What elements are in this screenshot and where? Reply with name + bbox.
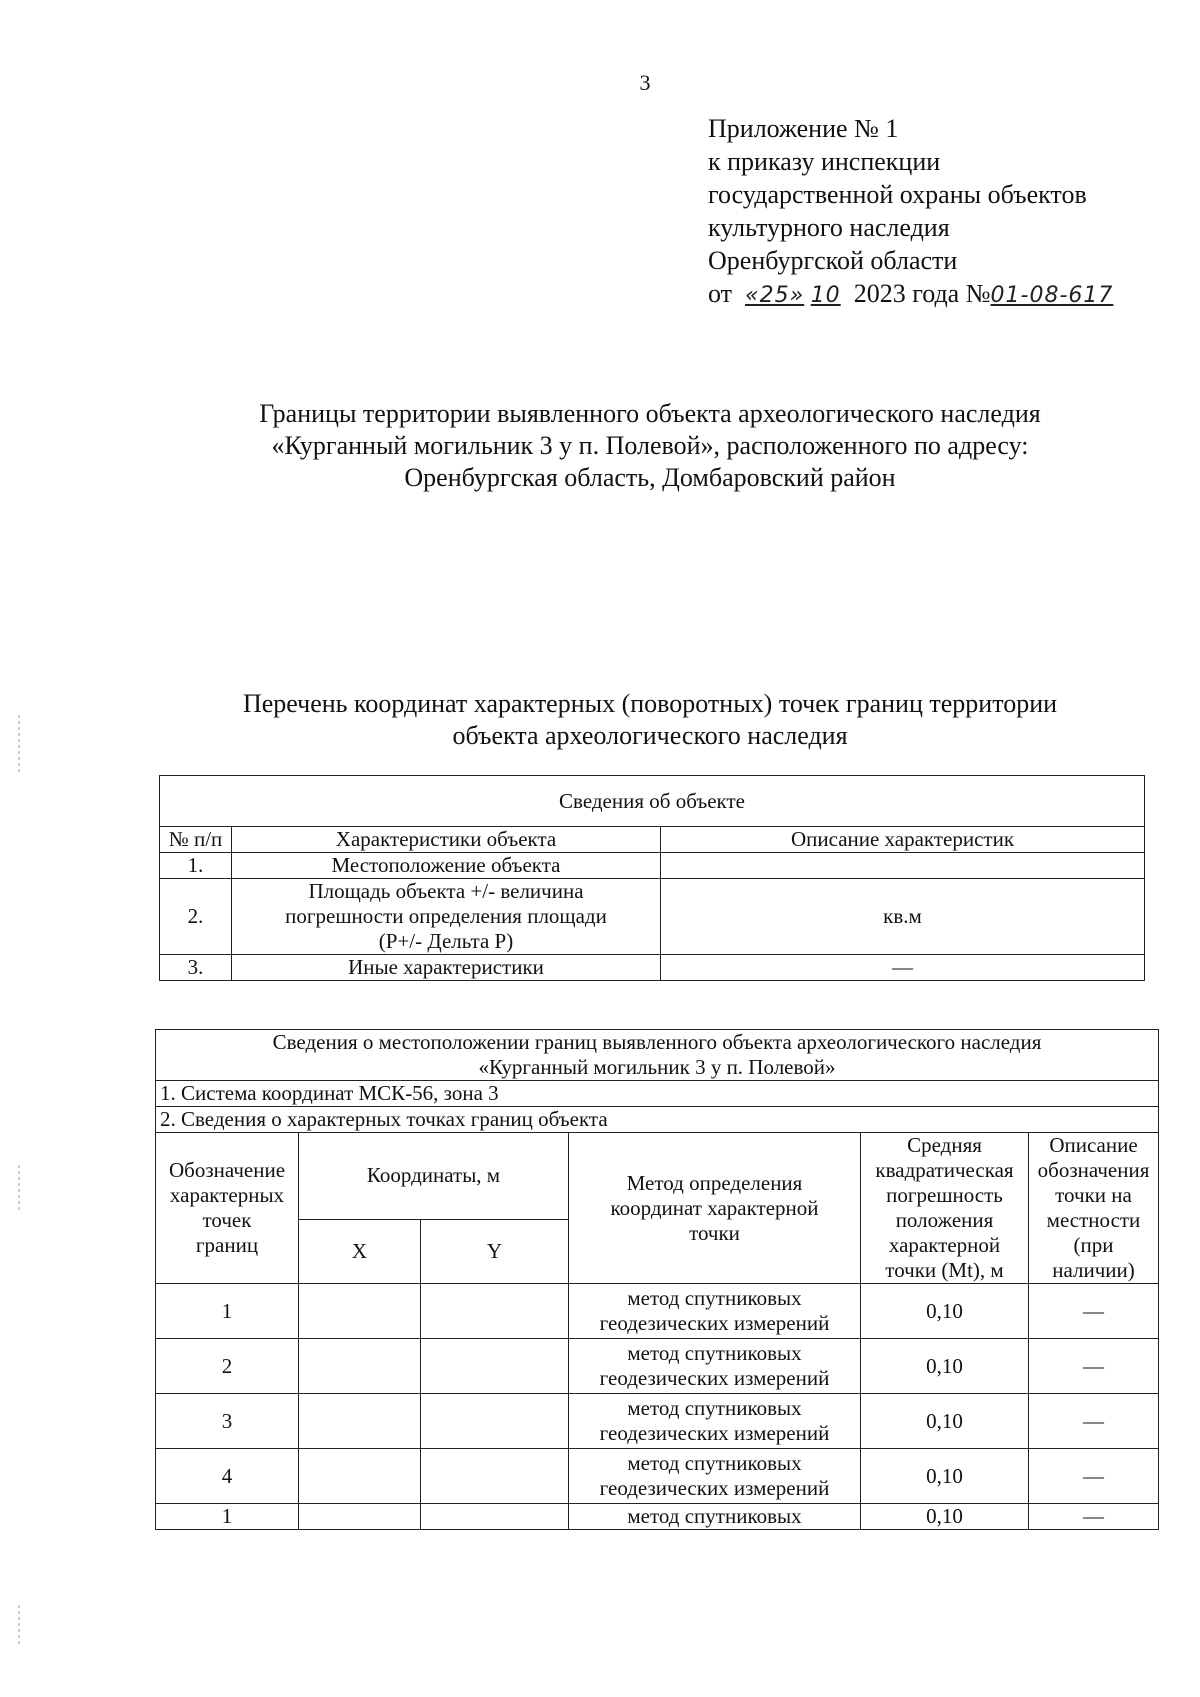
header-coordinates: Координаты, м [299,1133,569,1220]
point-x [299,1394,421,1449]
header-line: (при [1073,1233,1114,1257]
point-x [299,1449,421,1504]
title-line: Границы территории выявленного объекта археологического наследия [259,399,1041,428]
header-mean-error [861,1133,1029,1284]
point-mt: 0,10 [861,1284,1029,1339]
header-characteristic: Характеристики объекта [232,827,661,853]
point-id: 2 [156,1339,299,1394]
header-line: координат характерной [610,1195,819,1220]
point-description: — [1029,1504,1159,1530]
header-line: характерной [888,1233,1001,1257]
header-line: местности [1046,1208,1141,1232]
year-text: 2023 года № [853,279,991,308]
header-line: положения [895,1208,994,1232]
table-row [160,955,1145,981]
header-line: точки (Mt), м [885,1258,1004,1282]
table-row [156,1394,1159,1449]
row-description: — [661,955,1145,981]
row-num: 3. [160,955,232,981]
point-method [569,1394,861,1449]
point-description: — [1029,1449,1159,1504]
method-line: метод спутниковых [627,1341,802,1365]
table-row [160,853,1145,879]
header-line: характерных [169,1183,285,1207]
header-point-description [1029,1133,1159,1284]
table-row [156,1339,1159,1394]
header-num: № п/п [160,827,232,853]
date-prefix: от [708,279,733,308]
page-number: 3 [639,70,651,95]
caption-line: «Курганный могильник 3 у п. Полевой» [478,1055,836,1079]
appendix-line: государственной охраны объектов [708,180,1087,209]
point-x [299,1339,421,1394]
appendix-header [708,112,1113,312]
document-title [150,398,1150,494]
header-y: Y [421,1219,569,1283]
coordinates-list-title [150,688,1150,752]
point-description: — [1029,1339,1159,1394]
appendix-date-line [708,277,1113,312]
table-row [156,1504,1159,1530]
row-num: 1. [160,853,232,879]
list-title-line: объекта археологического наследия [452,721,848,750]
point-id: 1 [156,1504,299,1530]
point-id: 1 [156,1284,299,1339]
method-line: геодезических измерений [599,1476,830,1500]
header-method [569,1133,861,1284]
points-caption: 2. Сведения о характерных точках границ объекта [156,1107,1159,1133]
location-table-caption [156,1030,1159,1081]
method-line: геодезических измерений [599,1366,830,1390]
row-characteristic [232,879,661,955]
point-method [569,1284,861,1339]
row-characteristic: Иные характеристики [232,955,661,981]
header-line: Средняя [907,1133,982,1157]
row-description [661,853,1145,879]
scan-edge-mark [18,1165,20,1210]
header-line: точки на [1055,1183,1132,1207]
table-row [156,1449,1159,1504]
row-description: кв.м [661,879,1145,955]
list-title-line: Перечень координат характерных (поворотных) точек границ территории [242,689,1058,718]
point-method [569,1339,861,1394]
point-x [299,1504,421,1530]
title-line: «Курганный могильник 3 у п. Полевой», расположенного по адресу: [271,431,1029,460]
point-method: метод спутниковых [569,1504,861,1530]
table-row [160,879,1145,955]
caption-line: Сведения о местоположении границ выявленного объекта археологического наследия [272,1030,1042,1054]
row-num: 2. [160,879,232,955]
appendix-line: к приказу инспекции [708,147,941,176]
appendix-line: культурного наследия [708,213,950,242]
point-x [299,1284,421,1339]
header-line: Описание [1049,1133,1138,1157]
point-y [421,1284,569,1339]
scan-edge-mark [18,1605,20,1645]
header-line: погрешность [886,1183,1003,1207]
handwritten-month: 10 [810,283,841,308]
method-line: метод спутниковых [627,1286,802,1310]
appendix-line: Оренбургской области [708,246,958,275]
point-y [421,1339,569,1394]
row-characteristic: Местоположение объекта [232,853,661,879]
header-line: Обозначение [168,1158,286,1182]
point-id: 4 [156,1449,299,1504]
point-description: — [1029,1284,1159,1339]
point-id: 3 [156,1394,299,1449]
appendix-line: Приложение № 1 [708,114,899,143]
header-line: обозначения [1037,1158,1150,1182]
header-line: наличии) [1052,1258,1135,1282]
header-line: квадратическая [875,1158,1014,1182]
point-mt: 0,10 [861,1504,1029,1530]
location-info-table [155,1029,1159,1530]
header-description: Описание характеристик [661,827,1145,853]
header-designation [156,1133,299,1284]
point-method [569,1449,861,1504]
point-mt: 0,10 [861,1339,1029,1394]
object-table-caption: Сведения об объекте [160,776,1145,827]
coordinate-system: 1. Система координат МСК-56, зона 3 [156,1081,1159,1107]
point-mt: 0,10 [861,1394,1029,1449]
object-info-table [159,775,1145,981]
characteristic-line: Площадь объекта +/- величина [308,879,584,903]
header-x: X [299,1219,421,1283]
handwritten-day: «25» [745,283,805,308]
header-line: точки [689,1220,740,1245]
point-description: — [1029,1394,1159,1449]
point-y [421,1449,569,1504]
point-mt: 0,10 [861,1449,1029,1504]
point-y [421,1394,569,1449]
handwritten-order-number: 01-08-617 [990,283,1114,308]
characteristic-line: погрешности определения площади [285,904,607,928]
method-line: геодезических измерений [599,1311,830,1335]
method-line: метод спутниковых [627,1396,802,1420]
header-line: Метод определения [626,1170,803,1195]
method-line: метод спутниковых [627,1451,802,1475]
header-line: границ [195,1233,259,1257]
title-line: Оренбургская область, Домбаровский район [404,463,896,492]
table-row [156,1284,1159,1339]
scan-edge-mark [18,715,20,775]
method-line: геодезических измерений [599,1421,830,1445]
header-line: точек [202,1208,252,1232]
characteristic-line: (Р+/- Дельта Р) [378,929,514,953]
point-y [421,1504,569,1530]
